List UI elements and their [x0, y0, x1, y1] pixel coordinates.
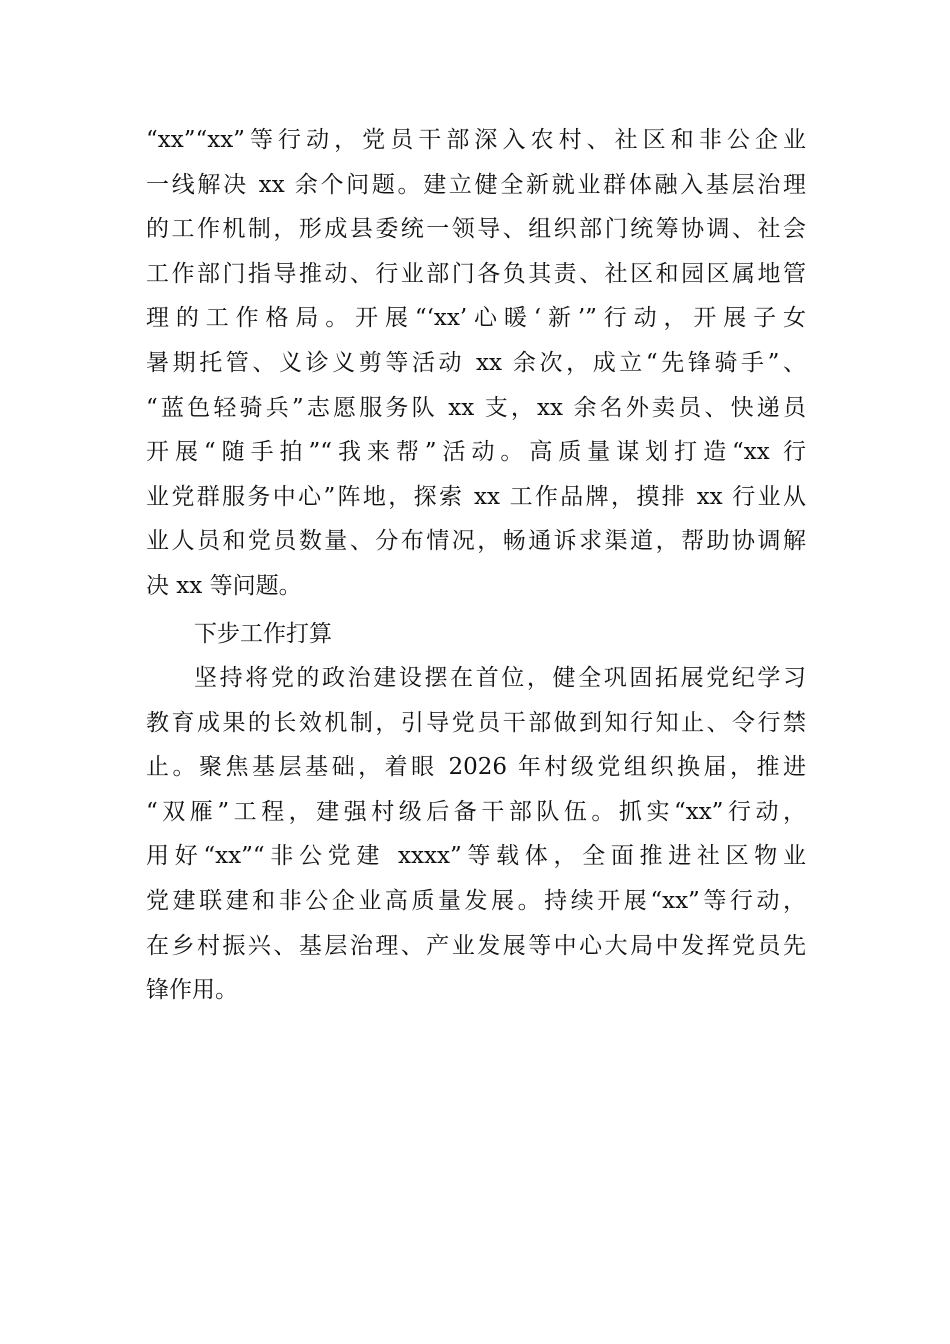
paragraph-line: 用好“xx”“非公党建 xxxx”等载体，全面推进社区物业 [146, 843, 806, 870]
paragraph-line: 锋作用。 [146, 977, 238, 1004]
paragraph-line: 教育成果的长效机制，引导党员干部做到知行知止、令行禁 [146, 709, 806, 736]
paragraph-line: “双雁”工程，建强村级后备干部队伍。抓实“xx”行动， [146, 798, 806, 825]
paragraph-line: 决 xx 等问题。 [146, 572, 302, 599]
paragraph-line: 理的工作格局。开展“‘xx’心暖‘新’”行动，开展子女 [146, 305, 806, 332]
paragraph-line: “xx”“xx”等行动，党员干部深入农村、社区和非公企业 [146, 127, 806, 153]
paragraph-line: 党建联建和非公企业高质量发展。持续开展“xx”等行动， [146, 887, 806, 914]
section-heading [146, 612, 806, 657]
section-heading-text: 下步工作打算 [194, 621, 332, 647]
body-paragraph [146, 656, 806, 1013]
paragraph-line: 止。聚焦基层基础，着眼 2026 年村级党组织换届，推进 [146, 754, 806, 781]
paragraph-line: 工作部门指导推动、行业部门各负其责、社区和园区属地管 [146, 260, 806, 287]
paragraph-line: “蓝色轻骑兵”志愿服务队 xx 支，xx 余名外卖员、快递员 [146, 394, 806, 421]
paragraph-line: 一线解决 xx 余个问题。建立健全新就业群体融入基层治理 [146, 171, 806, 198]
paragraph-line: 坚持将党的政治建设摆在首位，健全巩固拓展党纪学习 [194, 665, 806, 691]
body-paragraph [146, 118, 806, 609]
paragraph-line: 业人员和党员数量、分布情况，畅通诉求渠道，帮助协调解 [146, 528, 806, 555]
paragraph-line: 业党群服务中心”阵地，探索 xx 工作品牌，摸排 xx 行业从 [146, 483, 806, 510]
paragraph-line: 开展“随手拍”“我来帮”活动。高质量谋划打造“xx 行 [146, 439, 806, 466]
paragraph-line: 暑期托管、义诊义剪等活动 xx 余次，成立“先锋骑手”、 [146, 349, 806, 376]
paragraph-line: 在乡村振兴、基层治理、产业发展等中心大局中发挥党员先 [146, 932, 806, 959]
paragraph-line: 的工作机制，形成县委统一领导、组织部门统筹协调、社会 [146, 216, 806, 243]
